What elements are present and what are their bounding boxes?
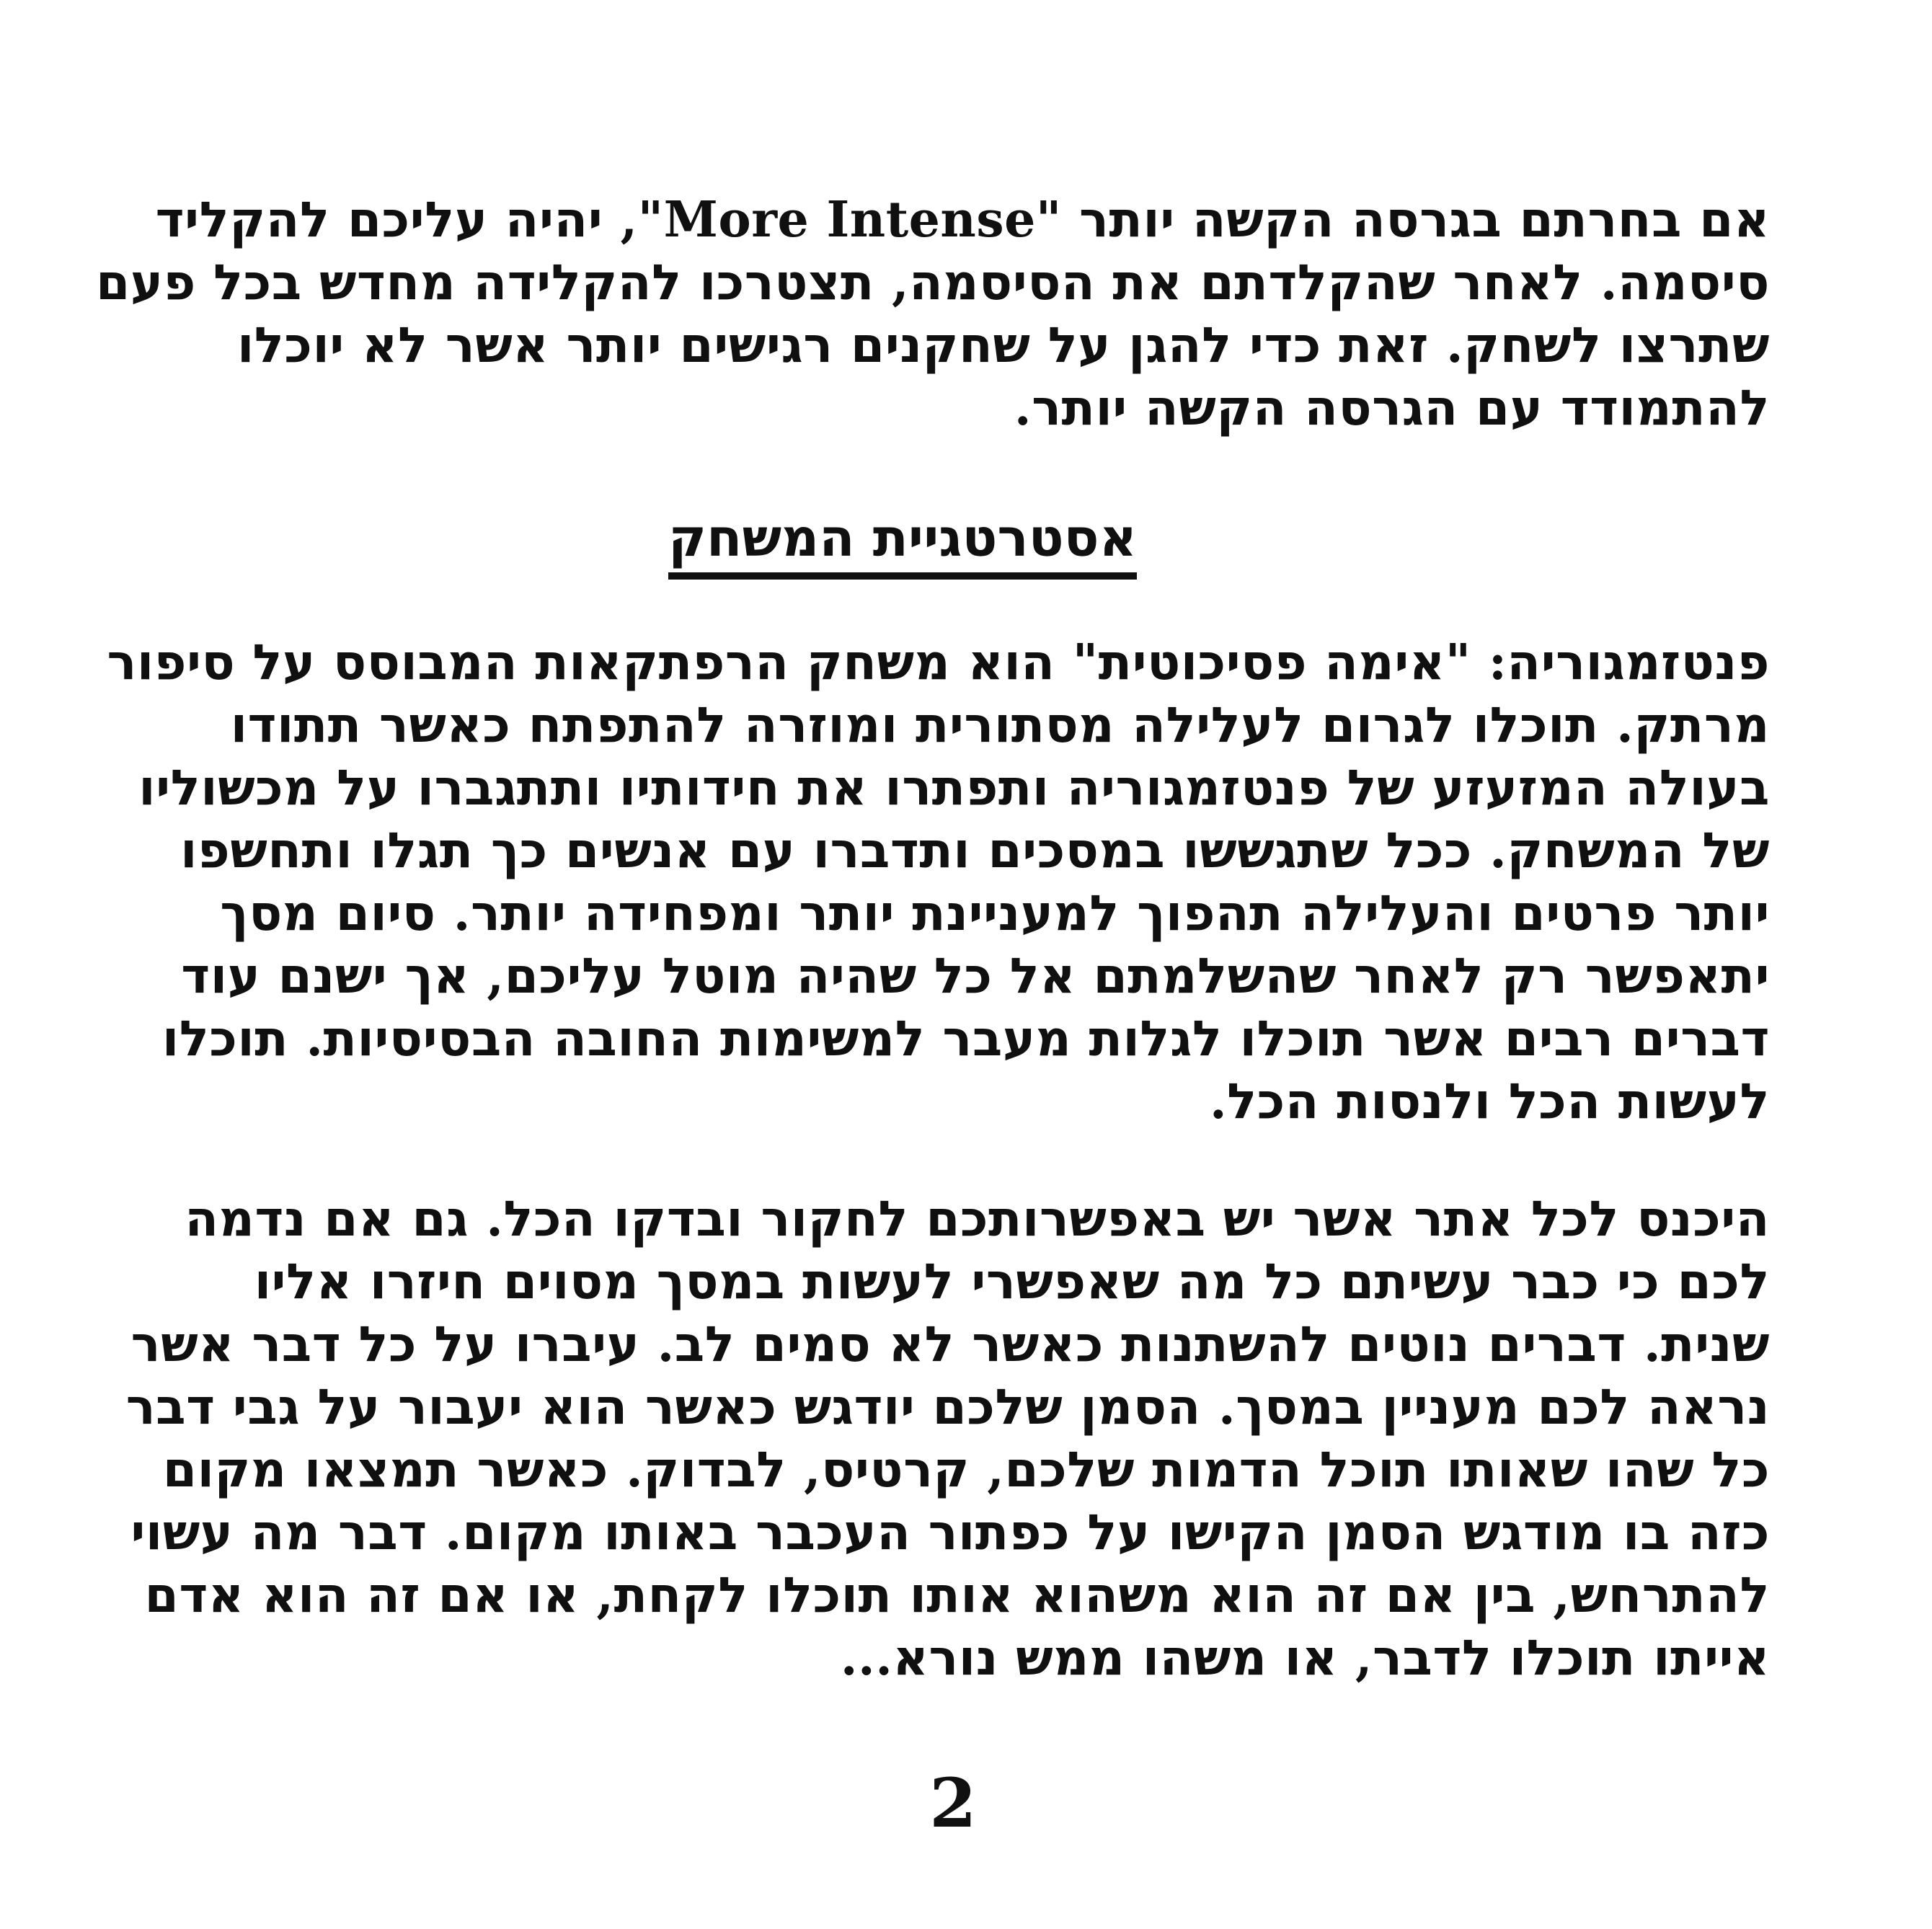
paragraph-1 [96,189,1770,440]
text-line: אם בחרתם בגרסה הקשה יותר "More Intense", יהיה עליכם להקליד [155,191,1770,249]
text-line: להתמודד עם הגרסה הקשה יותר. [1014,379,1770,437]
page-number: 2 [929,1764,977,1843]
paragraph-3 [125,1188,1770,1690]
text-line: שנית. דברים נוטים להשתנות כאשר לא סמים לב. עיברו על כל דבר אשר [130,1316,1770,1373]
text-line: לכם כי כבר עשיתם כל מה שאפשרי לעשות במסך מסוים חיזרו אליו [254,1253,1770,1311]
text-line: היכנס לכל אתר אשר יש באפשרותכם לחקור ובדקו הכל. גם אם נדמה [185,1190,1770,1248]
paragraph-2 [107,631,1770,1133]
text-line: לעשות הכל ולנסות הכל. [1209,1073,1770,1130]
text-line: סיסמה. לאחר שהקלדתם את הסיסמה, תצטרכו להקלידה מחדש בכל פעם [96,254,1770,311]
text-line: מרתק. תוכלו לגרום לעלילה מסתורית ומוזרה להתפתח כאשר תתודו [230,696,1770,754]
text-line: כזה בו מודגש הסמן הקישו על כפתור העכבר באותו מקום. דבר מה עשוי [130,1504,1770,1561]
text-line: דברים רבים אשר תוכלו לגלות מעבר למשימות החובה הבסיסיות. תוכלו [161,1010,1770,1068]
section-heading-row [0,509,1869,580]
text-line: שתרצו לשחק. זאת כדי להגן על שחקנים רגישים יותר אשר לא יוכלו [236,316,1770,374]
text-line: בעולה המזעזע של פנטזמגוריה ותפתרו את חידותיו ותתגברו על מכשוליו [138,759,1770,817]
text-line: נראה לכם מעניין במסך. הסמן שלכם יודגש כאשר הוא יעבור על גבי דבר [125,1378,1770,1436]
text-line: יתאפשר רק לאחר שהשלמתם אל כל שהיה מוטל עליכם, אך ישנם עוד [181,947,1770,1005]
text-line: להתרחש, בין אם זה הוא משהוא אותו תוכלו לקחת, או אם זה הוא אדם [144,1566,1770,1624]
text-line: יותר פרטים והעלילה תהפוך למעניינת יותר ומפחידה יותר. סיום מסך [220,884,1770,942]
text-line: פנטזמגוריה: "אימה פסיכוטית" הוא משחק הרפתקאות המבוסס על סיפור [107,634,1770,691]
section-heading: אסטרטגיית המשחק [668,509,1137,580]
text-line: של המשחק. ככל שתגששו במסכים ותדברו עם אנשים כך תגלו ותחשפו [180,822,1770,879]
text-line: כל שהו שאותו תוכל הדמות שלכם, קרטיס, לבדוק. כאשר תמצאו מקום [162,1441,1770,1499]
text-line: אייתו תוכלו לדבר, או משהו ממש נורא... [840,1629,1770,1687]
